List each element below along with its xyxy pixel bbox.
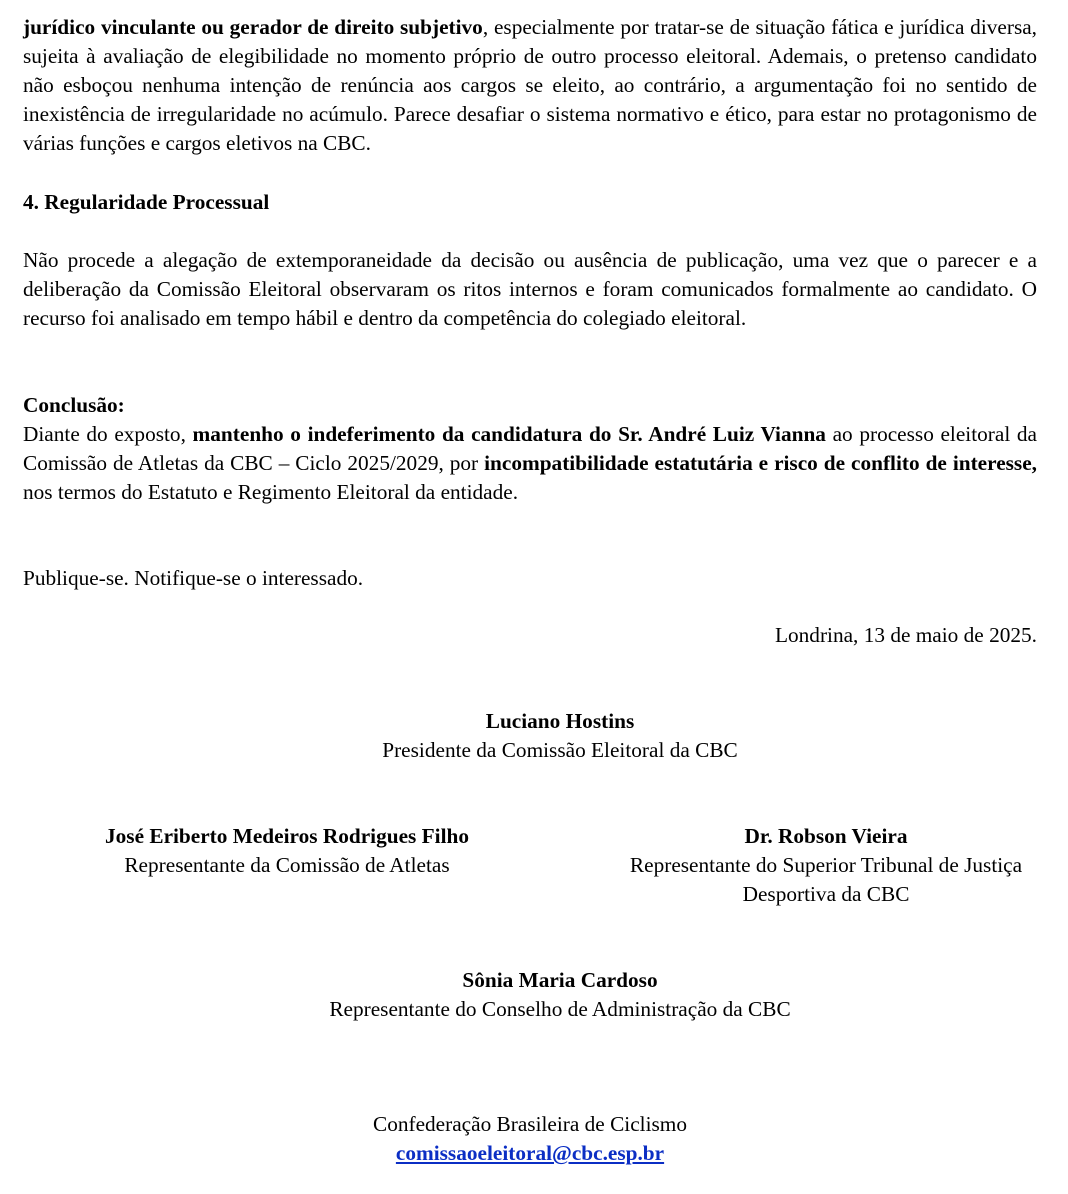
signature-board-rep (260, 966, 860, 1024)
signatory-name: Sônia Maria Cardoso (462, 968, 658, 992)
conclusion-body (23, 420, 1037, 507)
signatory-name: Luciano Hostins (485, 709, 635, 733)
signatory-role: Representante do Conselho de Administração da CBC (329, 997, 791, 1021)
intro-text: , especialmente por tratar-se de situação fática e jurídica diversa, sujeita à avaliação de elegibilidade no momento próprio de outro processo eleitoral. Ademais, o pretenso candidato não esboçou nenhuma intenção de renúncia aos cargos se eleito, ao contrário, a argumentação foi no sentido de inexistência de irregularidade no acúmulo. Parece desafiar o sistema normativo e ético, para estar no protagonismo de várias funções e cargos eletivos na CBC. (23, 15, 1038, 155)
section4-body: Não procede a alegação de extemporaneidade da decisão ou ausência de publicação, uma vez que o parecer e a deliberação da Comissão Eleitoral observaram os ritos internos e foram comunicados formalmente ao candidato. O recurso foi analisado em tempo hábil e dentro da competência do colegiado eleitoral. (23, 248, 1037, 330)
signature-president (260, 707, 860, 765)
footer-email-link[interactable]: comissaoeleitoral@cbc.esp.br (395, 1141, 665, 1165)
signatory-role-line2: Desportiva da CBC (742, 882, 910, 906)
conclusion-bold-2: incompatibilidade estatutária e risco de conflito de interesse, (484, 451, 1037, 475)
footer-organization: Confederação Brasileira de Ciclismo (372, 1112, 687, 1136)
signature-court-rep (576, 822, 1068, 909)
intro-paragraph (23, 13, 1037, 158)
signatory-role: Presidente da Comissão Eleitoral da CBC (382, 738, 738, 762)
publish-note: Publique-se. Notifique-se o interessado. (23, 566, 364, 590)
signatory-role: Representante da Comissão de Atletas (124, 853, 450, 877)
signatory-name: Dr. Robson Vieira (744, 824, 908, 848)
signature-athletes-rep (37, 822, 537, 880)
conclusion-heading: Conclusão: (23, 393, 125, 417)
conclusion-text-1: Diante do exposto, (23, 422, 193, 446)
signatory-role-line1: Representante do Superior Tribunal de Justiça (629, 853, 1023, 877)
footer (230, 1110, 830, 1168)
section4-heading: 4. Regularidade Processual (23, 190, 270, 214)
conclusion-text-3: nos termos do Estatuto e Regimento Eleitoral da entidade. (23, 480, 519, 504)
conclusion-bold-1: mantenho o indeferimento da candidatura do Sr. André Luiz Vianna (192, 422, 826, 446)
conclusion-text-2: ao processo eleitoral da Comissão de Atletas da CBC – Ciclo 2025/2029, por (23, 422, 1037, 475)
place-date: Londrina, 13 de maio de 2025. (774, 623, 1037, 647)
signatory-name: José Eriberto Medeiros Rodrigues Filho (105, 824, 469, 848)
document-page (23, 13, 1037, 158)
intro-bold-lead: jurídico vinculante ou gerador de direito subjetivo (23, 15, 483, 39)
